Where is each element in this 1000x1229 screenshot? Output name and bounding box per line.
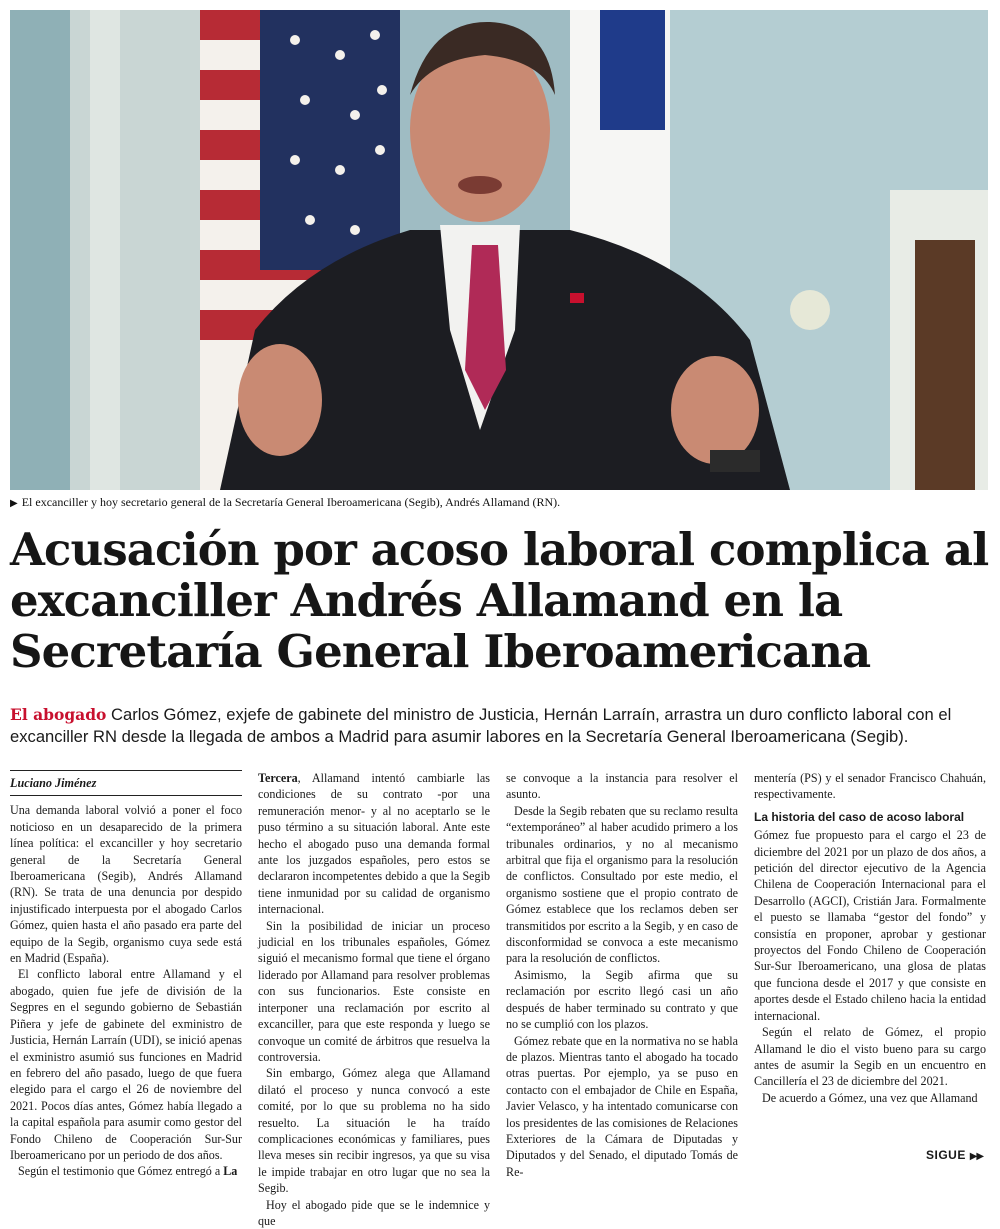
paragraph-text: Según el testimonio que Gómez entregó a xyxy=(18,1164,221,1179)
paragraph: se convoque a la instancia para resolver el asunto. xyxy=(506,771,738,802)
paragraph: Sin embargo, Gómez alega que Allamand dilató el proceso y nunca convocó a este comité, por lo que su problema no ha sido resuelto. La situación le ha traído complicaciones económicas y familiares, pues lleva meses sin recibir ingresos, ya que su visa le impide trabajar en otro lugar que no sea la Segib. xyxy=(258,1066,490,1196)
paragraph: Según el relato de Gómez, el propio Allamand le dio el visto bueno para su cargo antes de asumir la Segib en un encuentro en Cancillería el 23 de diciembre del 2021. xyxy=(754,1025,986,1089)
deck-lead: El abogado xyxy=(10,705,107,724)
paragraph: Gómez fue propuesto para el cargo el 23 de diciembre del 2021 por un plazo de dos años, a petición del director ejecutivo de la Agencia Chilena de Cooperación Internacional para el Desarrollo (AGCI), Cristián Jara. Formalmente el puesto se llamaba “gestor del fondo” y consistía en proponer, aprobar y gestionar proyectos del Fondo Chileno de Cooperación Sur-Sur Iberoamericano, una glosa de platas que funciona desde el 2017 y que consiste en aportes desde el Estado chileno hacia la entidad internacional. xyxy=(754,828,986,1023)
continue-marker xyxy=(926,1148,983,1162)
paragraph: mentería (PS) y el senador Francisco Chahuán, respectivamente. xyxy=(754,771,986,802)
caption-arrow-icon: ▶ xyxy=(10,498,18,509)
byline-block xyxy=(10,770,242,796)
paragraph: El conflicto laboral entre Allamand y el abogado, quien fue jefe de división de la Segpres en el segundo gobierno de Sebastián Piñera y jefe de gabinete del exministro de Justicia, Hernán Larraín (UDI), se inició apenas el exministro asumió sus funciones en Madrid en febrero del año pasado, luego de que fuera elegido para el cargo el 26 de noviembre del 2021. Pocos días antes, Gómez había llegado a la capital española para asumir como gestor del Fondo Chileno de Cooperación Sur-Sur Iberoamericano por un periodo de dos años. xyxy=(10,967,242,1162)
byline: Luciano Jiménez xyxy=(10,776,97,790)
caption-text: El excanciller y hoy secretario general de la Secretaría General Iberoamericana (Segib), Andrés Allamand (RN). xyxy=(21,495,561,509)
headline: Acusación por acoso laboral complica al excanciller Andrés Allamand en la Secretaría General Iberoamericana xyxy=(10,523,989,678)
newspaper-name: Tercera xyxy=(258,771,298,785)
body-column-4 xyxy=(754,770,986,1106)
continue-label: SIGUE xyxy=(926,1148,966,1162)
deck-text: Carlos Gómez, exjefe de gabinete del ministro de Justicia, Hernán Larraín, arrastra un duro conflicto laboral con el excanciller RN desde la llegada de ambos a Madrid para asumir labores en la Secretaría General Iberoamericana (Segib). xyxy=(10,705,952,746)
section-subhead: La historia del caso de acoso laboral xyxy=(754,809,965,824)
body-column-3 xyxy=(506,770,738,1180)
paragraph: Desde la Segib rebaten que su reclamo resulta “extemporáneo” al haber acudido primero a los tribunales ordinarios, y no al mecanismo arbitral que fija el organismo para la resolución de conflictos. Consultado por este medio, el organismo sostiene que el propio contrato de Gómez establece que los reclamos deben ser transmitidos por escrito a la Segib, y en caso de disconformidad se convoca a este mecanismo para la resolución de conflictos. xyxy=(506,803,738,966)
deck xyxy=(10,704,990,748)
photo-caption xyxy=(10,494,990,512)
paragraph xyxy=(10,1163,242,1179)
double-arrow-icon: ▶▶ xyxy=(969,1151,984,1162)
body-column-2 xyxy=(258,770,490,1229)
paragraph: Gómez rebate que en la normativa no se habla de plazos. Mientras tanto el abogado ha tocado otras puertas. Por ejemplo, ya se puso en contacto con el embajador de Chile en España, Javier Velasco, y ha intentado comunicarse con los presidentes de las comisiones de Relaciones Exteriores de la Cámara de Diputadas y Diputados y del Senado, el diputado Tomás de Re- xyxy=(506,1033,738,1179)
paragraph: Sin la posibilidad de iniciar un proceso judicial en los tribunales españoles, Gómez siguió el mecanismo formal que tiene el órgano liderado por Allamand para resolver problemas con sus funcionarios. Este consiste en interponer una reclamación por escrito al excanciller, para que este responda y luego se convoque un comité de árbitros que resuelva la controversia. xyxy=(258,918,490,1064)
paragraph xyxy=(258,770,490,918)
lead-photo xyxy=(10,10,988,490)
paragraph: Una demanda laboral volvió a poner el foco noticioso en un desaparecido de la primera línea política: el excanciller y hoy secretario general de la Secretaría General Iberoamericana (Segib), Andrés Allamand (RN). Se trata de una denuncia por despido injustificado interpuesta por el abogado Carlos Gómez, quien hasta el año pasado era parte del equipo de la Segib, organismo cuya sede está en Madrid (España). xyxy=(10,803,242,966)
paragraph: Asimismo, la Segib afirma que su reclamación por escrito llegó casi un año después de haber terminado su contrato y que no se cumplió con los plazos. xyxy=(506,967,738,1032)
paragraph: Hoy el abogado pide que se le indemnice y que xyxy=(258,1197,490,1228)
paragraph-text: , Allamand intentó cambiarle las condiciones de su contrato -por una remuneración menor- y al no aceptarlo se le puso término a su situación laboral. Ante este hecho el abogado puso una demanda formal ante los juzgados españoles, pero estos se declararon incompetentes debido a que la Segib tiene inmunidad por su calidad de organismo internacional. xyxy=(258,771,490,917)
body-column-1 xyxy=(10,770,242,1180)
press-photo-icon xyxy=(10,10,988,490)
newspaper-name: La xyxy=(223,1164,238,1179)
byline-rule xyxy=(10,795,242,796)
paragraph: De acuerdo a Gómez, una vez que Allamand xyxy=(762,1090,978,1105)
